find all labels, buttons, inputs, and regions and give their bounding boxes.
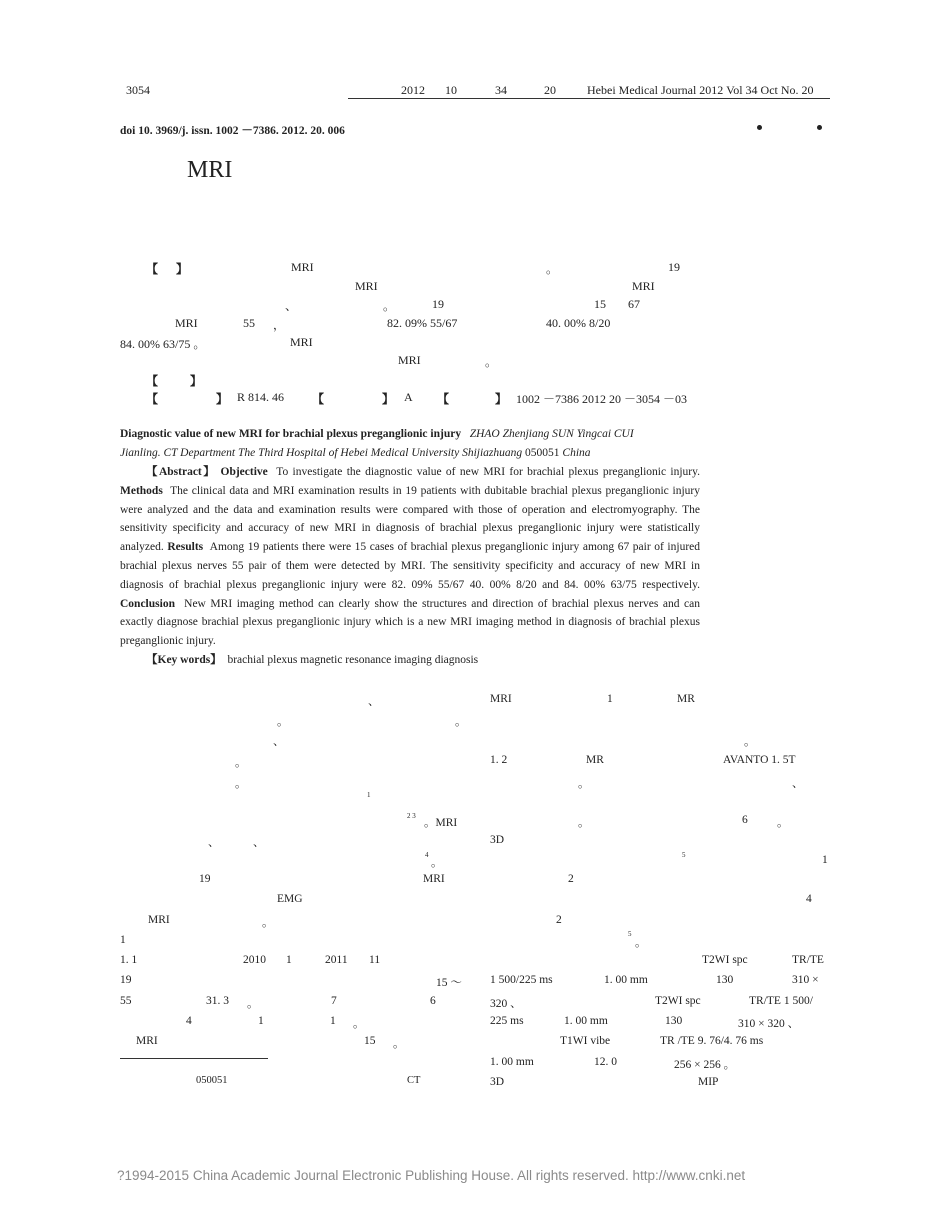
bl-ct: CT [407,1075,421,1086]
bl-comma-2: 、 [273,736,285,748]
br-param-1: 1 500/225 ms [490,974,553,986]
br-param-7: 1. 00 mm [564,1015,608,1027]
bl-period-9: 。 [393,1038,405,1050]
bl-7: 7 [331,995,337,1007]
bl-period-7: 。 [247,998,259,1010]
br-t2spc-1: T2WI spc [702,954,748,966]
bl-period-2: 。 [455,716,467,728]
cn-comma-1: 、 [285,299,298,313]
cn-doc-code: A [404,390,413,404]
header-month: 10 [445,83,457,97]
en-affiliation-line [120,447,591,459]
bl-ref-1: 1 [367,791,371,799]
cn-period-1: 。 [546,262,559,276]
en-keywords-label: 【Key words】 [146,654,222,666]
br-1: 1 [607,693,613,705]
br-trte-1: TR/TE [792,954,824,966]
en-keywords: brachial plexus magnetic resonance imaging diagnosis [227,654,479,666]
cn-mri-3: MRI [632,279,655,293]
cn-mri-1: MRI [291,260,314,274]
cn-mri-6: MRI [398,353,421,367]
bl-mri-2: MRI [148,914,170,926]
clc-bracket-open: 【 [146,392,159,406]
cn-mri-4: MRI [175,316,198,330]
articleid-bracket-open: 【 [437,392,450,406]
bl-15: 15 [364,1035,376,1047]
bl-section-1: 1 [120,934,126,946]
en-authors: ZHAO Zhenjiang SUN Yingcai CUI [469,428,634,440]
bl-mri-after-23: 。MRI [424,817,458,829]
doi: doi 10. 3969/j. issn. 1002 －7386. 2012. 20. 006 [120,125,345,137]
bl-mri-3: MRI [136,1035,158,1047]
en-methods: The clinical data and MRI examination results in 19 patients with dubitable brachial plexus preganglionic injury were analyzed and the data and examination results were compared with those of operation and electromyography. The sensitivity specificity and accuracy of new MRI in diagnosis of brachial plexus preganglionic injury were statistically analyzed. [120,484,701,554]
bl-period-8: 。 [353,1018,365,1030]
br-period-5: 。 [635,937,647,949]
br-param-2: 1. 00 mm [604,974,648,986]
br-4: 4 [806,893,812,905]
clc-bracket-close: 】 [216,392,229,406]
bl-comma-1: 、 [368,696,380,708]
br-t2spc-2: T2WI spc [655,995,701,1007]
bl-comma-4: 、 [253,837,265,849]
en-objective: To investigate the diagnostic value of new MRI for brachial plexus preganglionic injury. [276,466,701,478]
br-2b: 2 [556,914,562,926]
doccode-bracket-open: 【 [312,392,325,406]
br-param-8: 130 [665,1015,683,1027]
cn-67: 67 [628,297,640,311]
br-trte-3: TR /TE 9. 76/4. 76 ms [660,1035,764,1047]
keywords-bracket-open: 【 [146,374,159,388]
en-postcode: 050051 [525,447,560,459]
header-volume: 34 [495,83,507,97]
br-param-10: 1. 00 mm [490,1056,534,1068]
keywords-bracket-close: 】 [190,374,203,388]
header-issue: 20 [544,83,556,97]
bl-19b: 19 [120,974,132,986]
bl-period-5: 。 [431,857,443,869]
br-param-6: 225 ms [490,1015,524,1027]
br-param-12: 256 × 256 。 [674,1059,736,1071]
header-journal: Hebei Medical Journal 2012 Vol 34 Oct No. 20 [587,83,814,97]
en-country: China [562,447,591,459]
cn-sensitivity: 82. 09% 55/67 [387,316,458,330]
bl-1b: 1 [330,1015,336,1027]
cn-mri-2: MRI [355,279,378,293]
page-number: 3054 [126,83,150,97]
br-period-2: 。 [578,778,590,790]
bl-ref-4: 4 [425,851,429,859]
doccode-bracket-close: 】 [382,392,395,406]
br-ref-5: 5 [682,851,686,859]
section-dot-2 [817,125,822,130]
articleid-bracket-close: 】 [495,392,508,406]
bl-postcode: 050051 [196,1075,228,1086]
cn-period-2: 。 [383,299,396,313]
bl-19: 19 [199,873,211,885]
en-conclusion-label: Conclusion [120,597,175,610]
br-scanner: AVANTO 1. 5T [723,754,796,766]
en-keywords-line [146,651,478,667]
bl-2011: 2011 [325,954,348,966]
bl-period-1: 。 [277,716,289,728]
br-1b: 1 [822,854,828,866]
bl-period-4: 。 [235,778,247,790]
br-param-11: 12. 0 [594,1056,617,1068]
br-3d: 3D [490,834,505,846]
br-2: 2 [568,873,574,885]
header-year: 2012 [401,83,425,97]
bl-55: 55 [120,995,132,1007]
cn-19: 19 [668,260,680,274]
bl-4: 4 [186,1015,192,1027]
br-param-5: 320 、 [490,998,522,1010]
br-t1vibe: T1WI vibe [560,1035,611,1047]
bl-comma-3: 、 [208,837,220,849]
bl-6: 6 [430,995,436,1007]
abstract-bracket-open: 【 [146,262,159,276]
cn-accuracy: 84. 00% 63/75 。 [120,337,206,351]
bl-month-1: 1 [286,954,292,966]
bl-age-range: 15 ～ [436,977,462,989]
cn-period-3: 。 [485,355,498,369]
br-param-4: 310 × [792,974,819,986]
cn-clc: R 814. 46 [237,390,285,404]
br-mri-1: MRI [490,693,512,705]
en-results-label: Results [167,541,204,554]
cn-15: 15 [594,297,606,311]
bl-emg: EMG [277,893,303,905]
en-methods-label: Methods [120,484,163,497]
cn-specificity: 40. 00% 8/20 [546,316,611,330]
bl-2010: 2010 [243,954,266,966]
br-param-3: 130 [716,974,734,986]
abstract-bracket-close: 】 [176,262,189,276]
en-title-line [120,428,634,440]
title-mri: MRI [187,157,233,183]
cn-55: 55 [243,316,255,330]
bl-avg-age: 31. 3 [206,995,229,1007]
bl-period-6: 。 [262,917,274,929]
en-conclusion: New MRI imaging method can clearly show the structures and direction of brachial plexus nerves and can exactly diagnose brachial plexus preganglionic injury which is a new MRI imaging method in diagnosis of brachial plexus preganglionic injury. [120,597,701,648]
bl-1a: 1 [258,1015,264,1027]
br-trte-2: TR/TE 1 500/ [749,995,813,1007]
cn-comma-2: ， [273,318,286,332]
section-dot-1 [757,125,762,130]
bl-mri-1: MRI [423,873,445,885]
br-3d-b: 3D [490,1076,505,1088]
bl-section-1-1: 1. 1 [120,954,138,966]
br-mr-2: MR [586,754,604,766]
br-period-3: 。 [578,817,590,829]
en-title: Diagnostic value of new MRI for brachial plexus preganglionic injury [120,428,462,440]
br-param-9: 310 × 320 、 [738,1018,800,1030]
br-ref-5b: 5 [628,930,632,938]
en-abstract [120,463,700,651]
br-section-1-2: 1. 2 [490,754,508,766]
br-mip: MIP [698,1076,719,1088]
br-mr-1: MR [677,693,695,705]
en-objective-label: Objective [220,466,268,478]
en-results: Among 19 patients there were 15 cases of brachial plexus preganglionic injury among 67 pair of injured brachial plexus nerves 55 pair of them were detected by MRI. The sensitivity specificity and accuracy of new MRI in diagnosis of brachial plexus preganglionic injury were 82. 09% 55/67 40. 00% 8/20 and 84. 00% 63/75 respectively. [120,541,700,591]
br-period-4: 。 [777,817,789,829]
br-period-1: 。 [744,736,756,748]
cn-article-id: 1002 －7386 2012 20 －3054 －03 [516,392,688,406]
en-abstract-label: 【Abstract】 [146,466,217,478]
en-affiliation: Jianling. CT Department The Third Hospital of Hebei Medical University Shijiazhuang [120,447,523,459]
br-6: 6 [742,814,748,826]
header-rule [348,98,830,99]
footnote-rule [120,1058,268,1059]
cn-mri-5: MRI [290,335,313,349]
bl-ref-23: 2 3 [407,812,416,820]
br-comma-1: 、 [792,778,804,790]
bl-period-3: 。 [235,757,247,769]
cn-19b: 19 [432,297,444,311]
bl-month-11: 11 [369,954,381,966]
copyright-footer: ?1994-2015 China Academic Journal Electronic Publishing House. All rights reserved. http://www.cnki.net [117,1168,746,1183]
